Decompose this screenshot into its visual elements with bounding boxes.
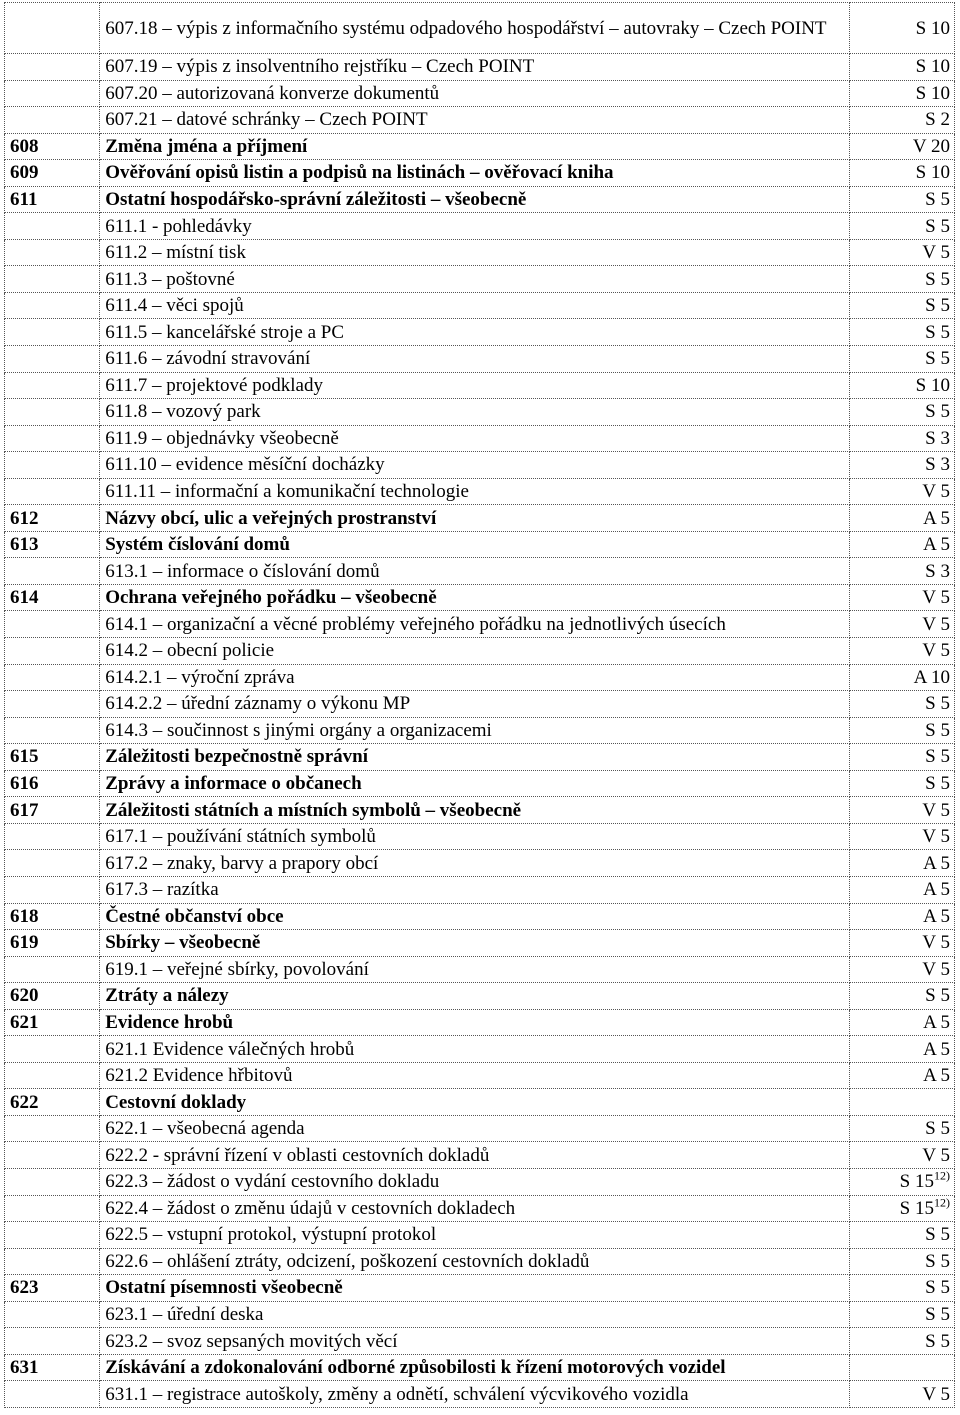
table-row [5, 1301, 955, 1328]
row-retention [849, 239, 954, 266]
row-retention [849, 797, 954, 824]
table-row [5, 346, 955, 373]
table-row [5, 213, 955, 240]
row-retention [849, 1115, 954, 1142]
table-row [5, 319, 955, 346]
row-title: Ztráty a nálezy [100, 983, 850, 1010]
retention-mark: S 15 [899, 1197, 934, 1219]
retention-mark: A 5 [923, 905, 950, 927]
row-code [5, 107, 100, 134]
retention-mark: V 5 [922, 799, 950, 821]
row-retention [849, 425, 954, 452]
table-row-group [5, 983, 955, 1010]
row-title: 622.2 - správní řízení v oblasti cestovních dokladů [100, 1142, 850, 1169]
retention-mark: V 5 [922, 481, 950, 503]
row-title: 611.3 – poštovné [100, 266, 850, 293]
row-code: 609 [5, 160, 100, 187]
row-code [5, 1222, 100, 1249]
retention-mark: S 2 [925, 109, 950, 131]
retention-mark: S 10 [915, 162, 950, 184]
row-title: 607.18 – výpis z informačního systému odpadového hospodářství – autovraky – Czech POINT [100, 3, 850, 54]
retention-mark: S 5 [925, 401, 950, 423]
retention-mark: S 5 [925, 321, 950, 343]
table-row [5, 399, 955, 426]
row-title: 622.4 – žádost o změnu údajů v cestovních dokladech [100, 1195, 850, 1222]
retention-mark: V 20 [912, 135, 950, 157]
footnote-ref: 12) [934, 1195, 950, 1210]
row-code [5, 346, 100, 373]
row-code: 631 [5, 1354, 100, 1381]
row-code: 622 [5, 1089, 100, 1116]
row-retention [849, 611, 954, 638]
table-row-group [5, 133, 955, 160]
row-retention [849, 770, 954, 797]
row-code [5, 956, 100, 983]
retention-mark: S 5 [925, 1330, 950, 1352]
table-row-group [5, 930, 955, 957]
row-code [5, 3, 100, 54]
row-code [5, 80, 100, 107]
row-code [5, 292, 100, 319]
row-code: 621 [5, 1009, 100, 1036]
row-retention [849, 850, 954, 877]
row-title: Ochrana veřejného pořádku – všeobecně [100, 584, 850, 611]
table-row [5, 3, 955, 54]
row-retention [849, 186, 954, 213]
row-title: 617.2 – znaky, barvy a prapory obcí [100, 850, 850, 877]
row-retention [849, 1381, 954, 1408]
retention-mark: V 5 [922, 1144, 950, 1166]
row-code [5, 1248, 100, 1275]
retention-mark: S 5 [925, 295, 950, 317]
table-row [5, 956, 955, 983]
row-code: 615 [5, 744, 100, 771]
table-row-group [5, 744, 955, 771]
row-title: Názvy obcí, ulic a veřejných prostranství [100, 505, 850, 532]
table-row-group [5, 1009, 955, 1036]
row-title: 622.6 – ohlášení ztráty, odcizení, poškození cestovních dokladů [100, 1248, 850, 1275]
row-retention [849, 1142, 954, 1169]
row-code: 619 [5, 930, 100, 957]
retention-mark: A 5 [923, 1038, 950, 1060]
row-code [5, 611, 100, 638]
row-title: Sbírky – všeobecně [100, 930, 850, 957]
retention-mark: A 5 [923, 1065, 950, 1087]
table-row-group [5, 1089, 955, 1116]
row-title: Ostatní hospodářsko-správní záležitosti – všeobecně [100, 186, 850, 213]
retention-mark: S 5 [925, 1303, 950, 1325]
table-row [5, 638, 955, 665]
row-title: 614.3 – součinnost s jinými orgány a organizacemi [100, 717, 850, 744]
row-retention [849, 1301, 954, 1328]
row-code: 613 [5, 531, 100, 558]
row-title: 607.21 – datové schránky – Czech POINT [100, 107, 850, 134]
retention-mark: S 10 [915, 17, 950, 39]
retention-mark: S 10 [915, 82, 950, 104]
row-code [5, 638, 100, 665]
footnote-ref: 12) [934, 1168, 950, 1183]
row-code [5, 213, 100, 240]
row-title: 611.1 - pohledávky [100, 213, 850, 240]
row-title: 617.3 – razítka [100, 876, 850, 903]
retention-mark: V 5 [922, 613, 950, 635]
table-row [5, 850, 955, 877]
table-row [5, 478, 955, 505]
table-row [5, 823, 955, 850]
retention-mark: S 5 [925, 215, 950, 237]
row-retention [849, 1222, 954, 1249]
row-title: Ověřování opisů listin a podpisů na listinách – ověřovací kniha [100, 160, 850, 187]
retention-mark: V 5 [922, 958, 950, 980]
retention-mark: S 5 [925, 985, 950, 1007]
row-retention [849, 133, 954, 160]
row-code [5, 1168, 100, 1195]
row-title: Ostatní písemnosti všeobecně [100, 1275, 850, 1302]
table-row [5, 1381, 955, 1408]
retention-mark: V 5 [922, 587, 950, 609]
row-title: 622.5 – vstupní protokol, výstupní protokol [100, 1222, 850, 1249]
filing-plan-body [5, 3, 955, 1408]
row-code [5, 1036, 100, 1063]
table-row-group [5, 1354, 955, 1381]
row-retention [849, 876, 954, 903]
retention-mark: V 5 [922, 1383, 950, 1405]
row-code [5, 239, 100, 266]
row-title: 614.2 – obecní policie [100, 638, 850, 665]
row-title: 611.10 – evidence měsíční docházky [100, 452, 850, 479]
row-retention [849, 266, 954, 293]
retention-mark: S 5 [925, 773, 950, 795]
row-code [5, 1301, 100, 1328]
table-row [5, 54, 955, 81]
table-row [5, 1168, 955, 1195]
row-code [5, 558, 100, 585]
table-row [5, 1062, 955, 1089]
row-retention [849, 691, 954, 718]
row-code: 623 [5, 1275, 100, 1302]
table-row [5, 452, 955, 479]
row-retention [849, 1062, 954, 1089]
retention-mark: S 5 [925, 693, 950, 715]
row-retention [849, 1036, 954, 1063]
row-retention [849, 903, 954, 930]
row-code [5, 823, 100, 850]
retention-mark: S 10 [915, 56, 950, 78]
row-title: 614.2.2 – úřední záznamy o výkonu MP [100, 691, 850, 718]
row-title: 614.1 – organizační a věcné problémy veřejného pořádku na jednotlivých úsecích [100, 611, 850, 638]
table-row [5, 239, 955, 266]
row-retention [849, 505, 954, 532]
row-title: 607.20 – autorizovaná konverze dokumentů [100, 80, 850, 107]
row-title: Zprávy a informace o občanech [100, 770, 850, 797]
table-row [5, 664, 955, 691]
retention-mark: V 5 [922, 242, 950, 264]
retention-mark: S 5 [925, 189, 950, 210]
row-retention [849, 1009, 954, 1036]
table-row [5, 107, 955, 134]
filing-plan-table [4, 2, 955, 1408]
row-retention [849, 1168, 954, 1195]
row-title: Evidence hrobů [100, 1009, 850, 1036]
row-code [5, 54, 100, 81]
row-code: 620 [5, 983, 100, 1010]
row-code: 608 [5, 133, 100, 160]
retention-mark: S 3 [925, 560, 950, 582]
table-row [5, 425, 955, 452]
retention-mark: S 5 [925, 719, 950, 741]
retention-mark: S 10 [915, 374, 950, 396]
row-retention [849, 584, 954, 611]
row-retention [849, 558, 954, 585]
row-retention [849, 160, 954, 187]
row-title: 623.1 – úřední deska [100, 1301, 850, 1328]
row-retention [849, 930, 954, 957]
table-row-group [5, 531, 955, 558]
retention-mark: S 5 [925, 1277, 950, 1299]
row-code: 616 [5, 770, 100, 797]
row-retention [849, 956, 954, 983]
table-row-group [5, 160, 955, 187]
row-code [5, 266, 100, 293]
retention-mark: A 5 [923, 879, 950, 901]
retention-mark: V 5 [922, 640, 950, 662]
table-row [5, 691, 955, 718]
row-code: 618 [5, 903, 100, 930]
table-row [5, 558, 955, 585]
row-title: Cestovní doklady [100, 1089, 850, 1116]
table-row [5, 1115, 955, 1142]
row-retention [849, 107, 954, 134]
row-code [5, 717, 100, 744]
row-code [5, 1328, 100, 1355]
row-title: 611.11 – informační a komunikační technologie [100, 478, 850, 505]
retention-mark: V 5 [922, 826, 950, 848]
row-title: 622.1 – všeobecná agenda [100, 1115, 850, 1142]
row-retention [849, 452, 954, 479]
row-title: 611.8 – vozový park [100, 399, 850, 426]
row-code [5, 372, 100, 399]
row-code [5, 664, 100, 691]
row-code [5, 691, 100, 718]
row-title: Záležitosti bezpečnostně správní [100, 744, 850, 771]
row-title: 623.2 – svoz sepsaných movitých věcí [100, 1328, 850, 1355]
row-title: Záležitosti státních a místních symbolů – všeobecně [100, 797, 850, 824]
row-code [5, 1142, 100, 1169]
table-row [5, 717, 955, 744]
row-title: Čestné občanství obce [100, 903, 850, 930]
row-code [5, 1195, 100, 1222]
row-retention [849, 1328, 954, 1355]
retention-mark: S 5 [925, 1118, 950, 1140]
retention-mark: A 5 [923, 852, 950, 874]
table-row [5, 80, 955, 107]
retention-mark: A 5 [923, 507, 950, 529]
row-retention [849, 744, 954, 771]
row-retention [849, 823, 954, 850]
row-retention [849, 664, 954, 691]
row-retention [849, 531, 954, 558]
retention-mark: S 3 [925, 427, 950, 449]
row-title: 619.1 – veřejné sbírky, povolování [100, 956, 850, 983]
row-code [5, 876, 100, 903]
row-retention [849, 3, 954, 54]
table-row [5, 372, 955, 399]
row-title: Systém číslování domů [100, 531, 850, 558]
row-title: 611.9 – objednávky všeobecně [100, 425, 850, 452]
row-code [5, 452, 100, 479]
table-row [5, 1248, 955, 1275]
row-retention [849, 319, 954, 346]
table-row [5, 1036, 955, 1063]
table-row-group [5, 584, 955, 611]
retention-mark: S 15 [899, 1171, 934, 1193]
row-retention [849, 292, 954, 319]
row-code [5, 1115, 100, 1142]
table-row-group [5, 797, 955, 824]
row-title: 622.3 – žádost o vydání cestovního dokladu [100, 1168, 850, 1195]
row-retention [849, 213, 954, 240]
row-title: 611.4 – věci spojů [100, 292, 850, 319]
retention-mark: S 5 [925, 1224, 950, 1246]
row-code: 617 [5, 797, 100, 824]
table-row [5, 1222, 955, 1249]
row-title: 614.2.1 – výroční zpráva [100, 664, 850, 691]
row-retention [849, 372, 954, 399]
row-retention [849, 638, 954, 665]
row-title: 611.5 – kancelářské stroje a PC [100, 319, 850, 346]
row-title: 611.7 – projektové podklady [100, 372, 850, 399]
row-title: 611.2 – místní tisk [100, 239, 850, 266]
row-title: 631.1 – registrace autoškoly, změny a odnětí, schválení výcvikového vozidla [100, 1381, 850, 1408]
table-row-group [5, 186, 955, 213]
table-row-group [5, 903, 955, 930]
retention-mark: A 10 [913, 666, 950, 688]
row-code: 614 [5, 584, 100, 611]
retention-mark: A 5 [923, 1011, 950, 1033]
table-row-group [5, 770, 955, 797]
row-code [5, 399, 100, 426]
table-row [5, 611, 955, 638]
retention-mark: S 5 [925, 1250, 950, 1272]
row-code [5, 478, 100, 505]
row-retention [849, 478, 954, 505]
row-retention [849, 983, 954, 1010]
row-title: 607.19 – výpis z insolventního rejstříku – Czech POINT [100, 54, 850, 81]
row-code: 611 [5, 186, 100, 213]
row-retention [849, 1089, 954, 1116]
table-row [5, 1328, 955, 1355]
row-code [5, 1381, 100, 1408]
retention-mark: S 5 [925, 348, 950, 370]
retention-mark: S 3 [925, 454, 950, 476]
row-retention [849, 399, 954, 426]
row-title: 621.2 Evidence hřbitovů [100, 1062, 850, 1089]
row-retention [849, 1195, 954, 1222]
row-retention [849, 717, 954, 744]
retention-mark: S 5 [925, 746, 950, 768]
row-title: 611.6 – závodní stravování [100, 346, 850, 373]
retention-mark: S 5 [925, 268, 950, 290]
table-row [5, 292, 955, 319]
row-retention [849, 1275, 954, 1302]
table-row [5, 876, 955, 903]
row-title: 617.1 – používání státních symbolů [100, 823, 850, 850]
row-retention [849, 80, 954, 107]
row-title: Získávání a zdokonalování odborné způsobilosti k řízení motorových vozidel [100, 1354, 850, 1381]
row-code [5, 850, 100, 877]
table-row-group [5, 505, 955, 532]
table-row-group [5, 1275, 955, 1302]
row-retention [849, 346, 954, 373]
table-row [5, 1142, 955, 1169]
retention-mark: A 5 [923, 534, 950, 556]
row-title: 621.1 Evidence válečných hrobů [100, 1036, 850, 1063]
row-title: 613.1 – informace o číslování domů [100, 558, 850, 585]
row-retention [849, 54, 954, 81]
table-row [5, 1195, 955, 1222]
table-row [5, 266, 955, 293]
row-code [5, 319, 100, 346]
row-title: Změna jména a příjmení [100, 133, 850, 160]
row-retention [849, 1354, 954, 1381]
row-code: 612 [5, 505, 100, 532]
row-code [5, 425, 100, 452]
row-code [5, 1062, 100, 1089]
retention-mark: V 5 [922, 932, 950, 954]
row-retention [849, 1248, 954, 1275]
